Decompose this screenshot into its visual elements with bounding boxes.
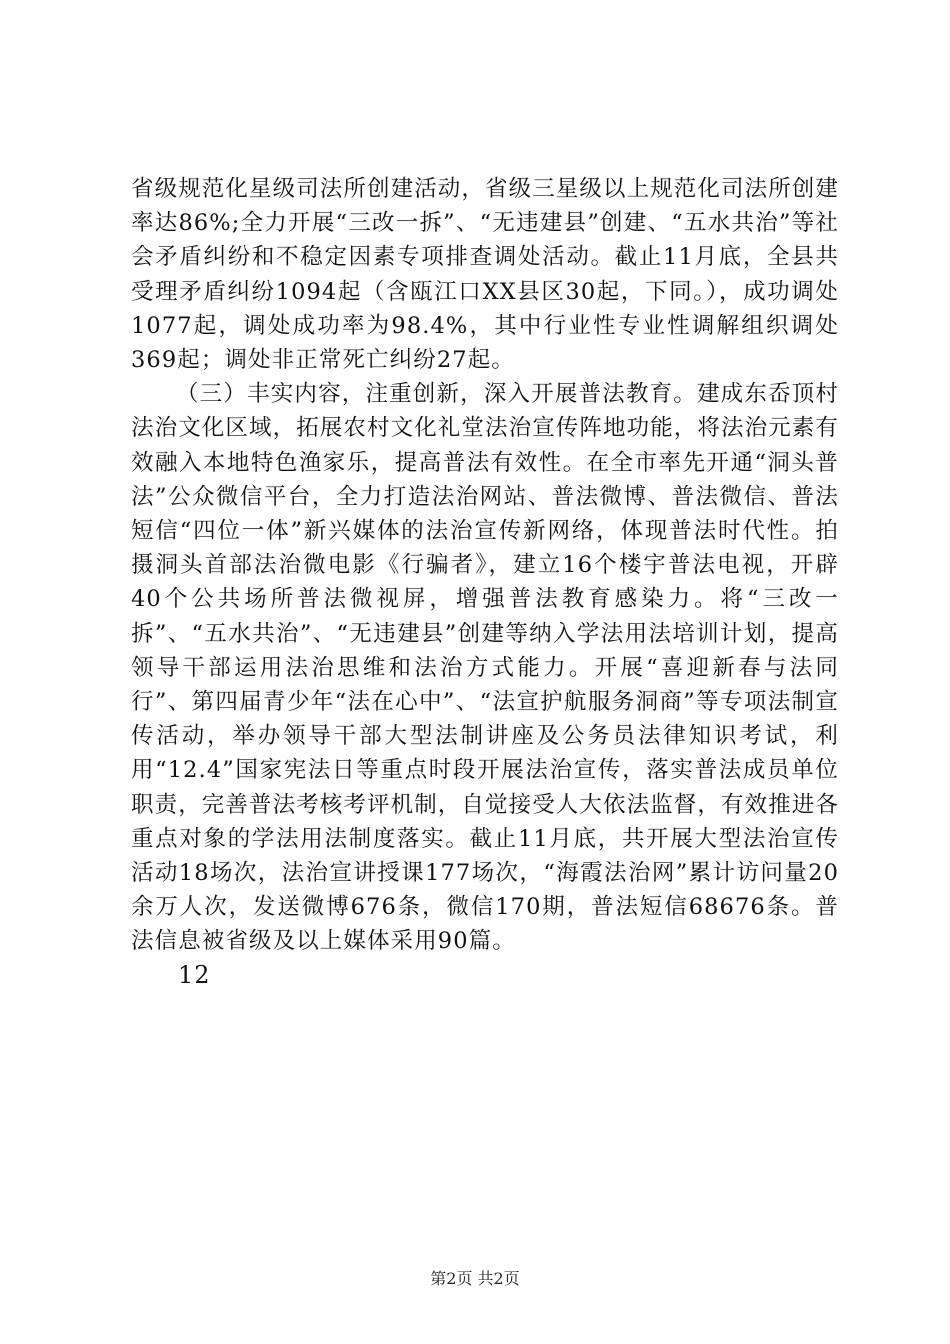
paragraph-legal-education: （三）丰实内容，注重创新，深入开展普法教育。建成东岙顶村法治文化区域，拓展农村文化礼堂法治宣传阵地功能，将法治元素有效融入本地特色渔家乐，提高普法有效性。在全市率先开通“洞头普法”公众微信平台，全力打造法治网站、普法微博、普法微信、普法短信“四位一体”新兴媒体的法治宣传新网络，体现普法时代性。拍摄洞头首部法治微电影《行骗者》，建立16个楼宇普法电视，开辟40个公共场所普法微视屏，增强普法教育感染力。将“三改一拆”、“五水共治”、“无违建县”创建等纳入学法用法培训计划，提高领导干部运用法治思维和法治方式能力。开展“喜迎新春与法同行”、第四届青少年“法在心中”、“法宣护航服务洞商”等专项法制宣传活动，举办领导干部大型法制讲座及公务员法律知识考试，利用“12.4”国家宪法日等重点时段开展法治宣传，落实普法成员单位职责，完善普法考核考评机制，自觉接受人大依法监督，有效推进各重点对象的学法用法制度落实。截止11月底，共开展大型法治宣传活动18场次，法治宣讲授课177场次，“海霞法治网”累计访问量20余万人次，发送微博676条，微信170期，普法短信68676条。普法信息被省级及以上媒体采用90篇。	[131, 381, 840, 955]
paragraph-mediation-summary: 省级规范化星级司法所创建活动，省级三星级以上规范化司法所创建率达86%;全力开展“三改一拆”、“无违建县”创建、“五水共治”等社会矛盾纠纷和不稳定因素专项排查调处活动。截止11月底，全县共受理矛盾纠纷1094起（含瓯江口XX县区30起，下同。），成功调处1077起，调处成功率为98.4%，其中行业性专业性调解组织调处369起；调处非正常死亡纠纷27起。	[131, 176, 840, 374]
page-footer: 第2页 共2页	[430, 1269, 520, 1288]
document-body	[131, 172, 839, 959]
inline-page-number: 12	[178, 961, 211, 989]
